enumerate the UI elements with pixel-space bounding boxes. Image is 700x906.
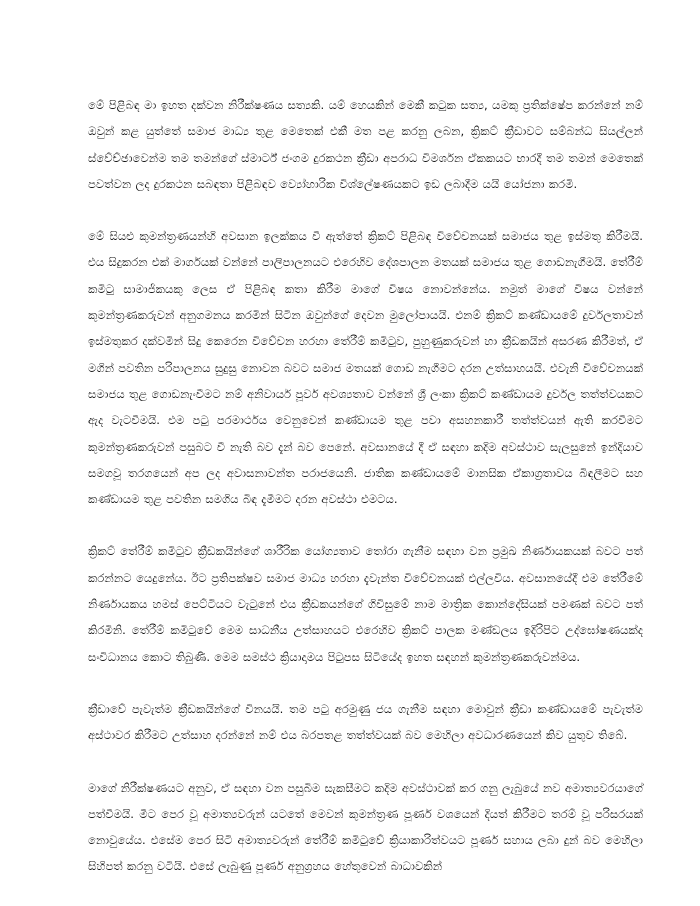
paragraph-2: මේ සියළු කුමන්ත්‍රණයන්හි අවසාන ඉලක්කය වී ඇත්තේ ක්‍රිකට් පිළිබඳ විවේචනයක් සමාජය තුළ ඉස්මතු කිරීමයි. එය සිදුකරන එක් මාර්ගයක් වන්නේ පාලිපාලනයට එරෙහිව දේශපාලන මතයක් සමාජය තුළ ගොඩනැගීමයි. තේරීම් කමිටු සාමාජිකයකු ලෙස ඒ පිළිබඳ කතා කිරීම මාගේ විෂය නොවන්නේය. නමුත් මාගේ විෂය වන්නේ කුමන්ත්‍රණකරුවන් අනුගමනය කරමින් සිටින ඔවුන්ගේ දෙවන මුලෝපායයි. එනම් ක්‍රිකට් කණ්ඩායමේ දුර්වලතාවන් ඉස්මතුකර දක්වමින් සිදු කෙරෙන විවේචන හරහා තේරීම් කමිටුව, පුහුණුකරුවන් හා ක්‍රීඩකයින් අසරණ කිරීමත්, ඒ මගින් පවතින පරිපාලනය සුදුසු නොවන බවට සමාජ මතයක් ගොඩ නැගීමට දරන උත්සාහයයි. එවැනි විවේචනයක් සමාජය තුළ ගොඩනැංවීමට නම් අනිවාර්ය පූර්ව අවශ්‍යතාව වන්නේ ශ්‍රී ලංකා ක්‍රිකට් කණ්ඩායම දුර්වල තත්ත්වයකට ඇද වැටවීමයි. එම පටු පරමාර්ථය වෙනුවෙන් කණ්ඩායම තුළ පවා අසහනකාරී තත්ත්වයන් ඇති කරවීමට කුමන්ත්‍රණකරුවන් පසුබට වී නැති බව දැන් බව පෙනේ. අවසානයේ දී ඒ සඳහා කදිම අවස්ථාව සැලසුනේ ඉන්දියාව සමගවූ තරගයෙන් අප ලද අවාසනාවන්ත පරාජයෙනි. ජාතික කණ්ඩායමේ මානසික ඒකාග්‍රතාවය බිඳලීමට සහ කණ්ඩායම තුළ පවතින සමගිය බිඳ දැමීමට දරන අවස්ථා එමටය. [88,229,643,507]
paragraph-4: ක්‍රීඩාවේ පැවැත්ම ක්‍රීඩකයින්ගේ විනයයි. තම පටු අරමුණු ජය ගැනීම සඳහා මොවුන් ක්‍රීඩා කණ්ඩායමේ පැවැත්ම අස්ථාවර කිරීමට උත්සාහ දරන්නේ නම් එය බරපතළ තත්ත්වයක් බව මෙහිලා අවධාරණයෙන් කිව යුතුව තිබේ. [88,701,643,743]
paragraph-5: මාගේ නිරීක්ෂණයට අනුව, ඒ සඳහා වන පසුබිම සැකසීමට කදිම අවස්ථාවක් කර ගනු ලැබුයේ නව අමාත්‍යවරයාගේ පත්වීමයි. මීට පෙර වූ අමාත්‍යවරුන් යටතේ මෙවන් කුමන්ත්‍රණ පූර්ණ වශයෙන් දියත් කිරීමට තරම් වූ පරිසරයක් නොවුයේය. එසේම පෙර සිටි අමාත්‍යවරුන් තේරීම් කමිටුවේ ක්‍රියාකාරිත්වයට පූර්ණ සහාය ලබා දුන් බව මෙහිලා සිහිපත් කරනු වටියි. එසේ ලැබුණු පූර්ණ අනුග්‍රහය හේතුවෙන් බාධාවකින් [88,780,643,874]
paragraph-1: මේ පිළිබඳ මා ඉහත දක්වන නිරීක්ෂණය සත්‍යකි. යම් හෙයකින් මෙකී කටුක සත්‍ය, යමකු ප්‍රතික්ෂේප කරන්නේ නම් ඔවුන් කළ යුත්තේ සමාජ මාධ්‍ය තුළ මෙතෙක් එකී මත පළ කරනු ලබන, ක්‍රිකට් ක්‍රීඩාවට සම්බන්ධ සියල්ලන් ස්වේච්ඡාවෙන්ම තම තමන්ගේ ස්මාර්ට් ජංගම දුරකථන ක්‍රීඩා අපරාධ විමර්ශන ඒකකයට භාරදී තම තමන් මෙතෙක් පවත්වන ලද දුරකථන සබඳතා පිළිබඳව ව්‍යෝහාරික විශ්ලේෂණයකට ඉඩ ලබාදීම යයි යෝජනා කරමි. [88,98,643,191]
paragraph-3: ක්‍රිකට් තේරීම් කමිටුව ක්‍රීඩකයින්ගේ ශාරීරික යෝග්‍යතාව තෝරා ගැනීම සඳහා වන ප්‍රමුඛ නිර්ණායකයක් බවට පත් කරන්නට යෙදුනේය. ඊට ප්‍රතිපක්ෂව සමාජ මාධ්‍ය හරහා දැවැන්ත විවේචනයක් එල්ලවිය. අවසානයේදී එම තේරීමේ නිර්ණායකය හමස් පෙට්ටියට වැටුනේ එය ක්‍රීඩකයන්ගේ ගිවිසුමේ නාම මාත්‍රික කොන්දේසියක් පමණක් බවට පත් කිරමිනි. තේරීම් කමිටුවේ මෙම සාධනීය උත්සාහයට එරෙහිව ක්‍රිකට් පාලක මණ්ඩලය ඉදිරිපිට උද්ඝෝෂණයක්ද සංවිධානය කොට තිබුණි. මෙම සමස්ථ ක්‍රියාදාමය පිටුපස සිටියේද ඉහත සඳහන් කුමන්ත්‍රණකරුවන්මය. [88,544,643,664]
